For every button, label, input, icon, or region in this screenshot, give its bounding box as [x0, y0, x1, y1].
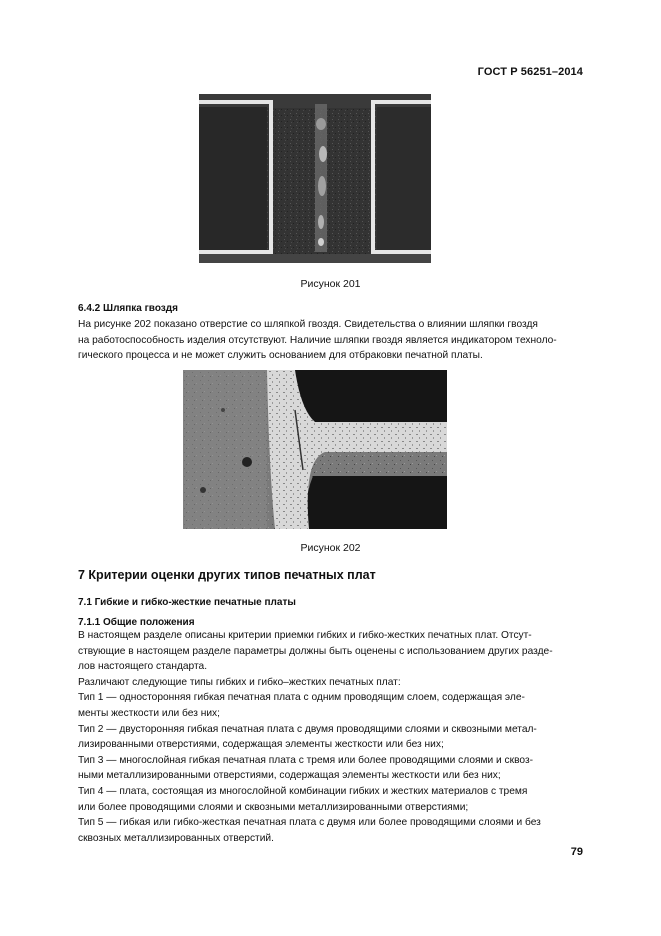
- type-1-line: менты жесткости или без них;: [78, 707, 220, 719]
- paragraph-line: В настоящем разделе описаны критерии приемки гибких и гибко-жестких печатных плат. Отсут-: [78, 630, 532, 641]
- type-5-line: сквозных металлизированных отверстий.: [78, 832, 274, 844]
- paragraph-line: ствующие в настоящем разделе параметры должны быть оценены с использованием других разде-: [78, 645, 553, 657]
- section-642-heading: 6.4.2 Шляпка гвоздя: [78, 303, 178, 314]
- type-3-line: Тип 3 — многослойная гибкая печатная плата с тремя или более проводящими слоями и сквоз-: [78, 754, 534, 766]
- paragraph-line: Различают следующие типы гибких и гибко–жестких печатных плат:: [78, 676, 401, 688]
- section-711-body: [78, 628, 583, 846]
- type-2-line: лизированными отверстиями, содержащая элементы жесткости или без них;: [78, 739, 444, 751]
- figure-202-image: [183, 370, 447, 529]
- paragraph-line: на работоспособность изделия отсутствуют. Наличие шляпки гвоздя является индикатором техноло-: [78, 334, 557, 346]
- section-711-heading: 7.1.1 Общие положения: [78, 617, 195, 628]
- type-5-line: Тип 5 — гибкая или гибко-жесткая печатная плата с двумя или более проводящими слоями и без: [78, 817, 541, 829]
- document-standard-number: ГОСТ Р 56251–2014: [477, 66, 583, 78]
- section-7-heading: 7 Критерии оценки других типов печатных плат: [78, 568, 376, 582]
- type-3-line: ными металлизированными отверстиями, содержащая элементы жесткости или без них;: [78, 770, 501, 782]
- type-2-line: Тип 2 — двусторонняя гибкая печатная плата с двумя проводящими слоями и сквозными метал-: [78, 723, 537, 735]
- type-1-line: Тип 1 — односторонняя гибкая печатная плата с одним проводящим слоем, содержащая эле-: [78, 692, 525, 704]
- figure-201-caption: Рисунок 201: [300, 278, 361, 290]
- type-4-line: или более проводящими слоями и сквозными металлизированными отверстиями;: [78, 801, 469, 813]
- figure-202-caption: Рисунок 202: [300, 542, 361, 554]
- figure-202-micrograph: [183, 370, 447, 529]
- paragraph-line: гического процесса и не может служить основанием для отбраковки печатной платы.: [78, 350, 483, 362]
- page-number: 79: [570, 846, 583, 858]
- paragraph-line: лов настоящего стандарта.: [78, 661, 208, 673]
- section-71-heading: 7.1 Гибкие и гибко-жесткие печатные платы: [78, 597, 296, 608]
- paragraph-line: На рисунке 202 показано отверстие со шляпкой гвоздя. Свидетельства о влиянии шляпки гвоздя: [78, 319, 538, 330]
- figure-201-image: [199, 94, 431, 263]
- type-4-line: Тип 4 — плата, состоящая из многослойной комбинации гибких и жестких материалов с тремя: [78, 785, 528, 797]
- section-642-paragraph: [78, 317, 583, 364]
- figure-201-micrograph: [199, 94, 431, 263]
